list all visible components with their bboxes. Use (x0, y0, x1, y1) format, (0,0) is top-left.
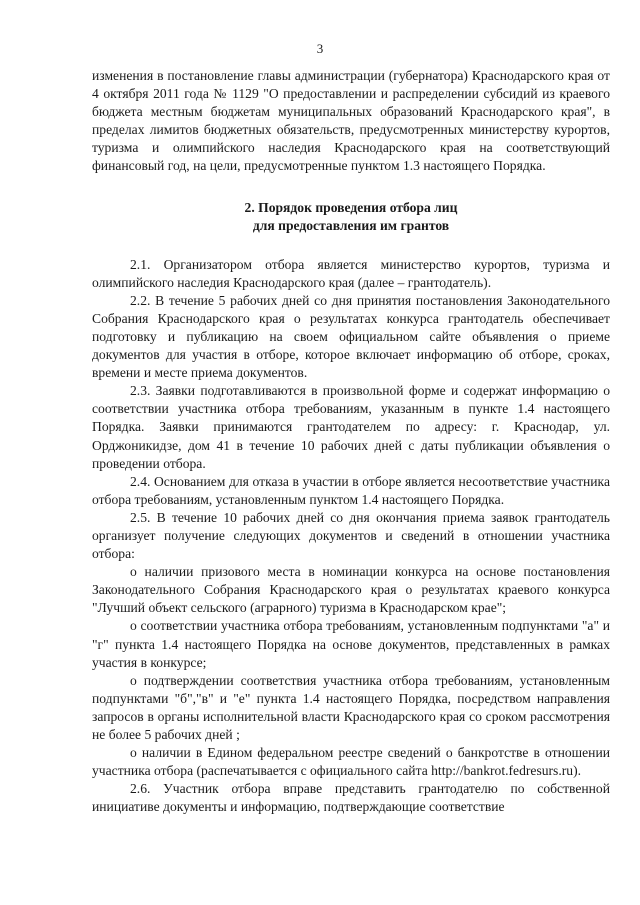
paragraph-2-5: 2.5. В течение 10 рабочих дней со дня окончания приема заявок грантодатель организует получение следующих документов и сведений в отношении участника отбора: (92, 509, 610, 562)
list-item-bankruptcy-registry: о наличии в Едином федеральном реестре сведений о банкротстве в отношении участника отбора (распечатывается с официального сайта http://bankrot.fedresurs.ru). (92, 745, 610, 779)
section-heading-line-1: 2. Порядок проведения отбора лиц (244, 199, 458, 215)
intro-paragraph: изменения в постановление главы администрации (губернатора) Краснодарского края от 4 октября 2011 года № 1129 "О предоставлении и распределении субсидий из краевого бюджета местным бюджетам муниципальных образований Краснодарского края", в пределах лимитов бюджетных обязательств, предусмотренных министерству курортов, туризма и олимпийского наследия Краснодарского края на соответствующий финансовый год, на цели, предусмотренные пунктом 1.3 настоящего Порядка. (92, 68, 610, 174)
section-heading-line-2: для предоставления им грантов (252, 218, 450, 234)
list-item-requirements-a-g: о соответствии участника отбора требованиям, установленным подпунктами "а" и "г" пункта 1.4 настоящего Порядка на основе документов, представленных в рамках участия в конкурсе; (92, 618, 610, 670)
paragraph-2-6: 2.6. Участник отбора вправе представить грантодателю по собственной инициативе документы и информацию, подтверждающие соответствие (92, 781, 610, 815)
paragraph-2-3: 2.3. Заявки подготавливаются в произвольной форме и содержат информацию о соответствии участника отбора требованиям, указанным в пункте 1.4 настоящего Порядка. Заявки принимаются грантодателем по адресу: г. Краснодар, ул. Орджоникидзе, дом 41 в течение 10 рабочих дней с даты публикации объявления о проведении отбора. (92, 383, 610, 471)
paragraph-2-2: 2.2. В течение 5 рабочих дней со дня принятия постановления Законодательного Собрания Краснодарского края о результатах конкурса грантодатель обеспечивает подготовку и публикацию на своем официальном сайте объявления о приеме документов для участия в отборе, которое включает информацию об отборе, сроках, времени и месте приема документов. (92, 292, 610, 381)
page-number: 3 (316, 41, 324, 56)
list-item-prize-place: о наличии призового места в номинации конкурса на основе постановления Законодательного Собрания Краснодарского края о результатах краевого конкурса "Лучший объект сельского (аграрного) туризма в Краснодарском крае"; (92, 564, 610, 616)
section-heading (92, 199, 610, 236)
paragraph-2-1: 2.1. Организатором отбора является министерство курортов, туризма и олимпийского наследия Краснодарского края (далее – грантодатель). (92, 256, 610, 290)
list-item-requirements-b-v-e: о подтверждении соответствия участника отбора требованиям, установленным подпунктами "б","в" и "е" пункта 1.4 настоящего Порядка, посредством направления запросов в органы исполнительной власти Краснодарского края со сроком рассмотрения не более 5 рабочих дней ; (92, 672, 610, 742)
document-body (92, 67, 610, 816)
paragraph-2-4: 2.4. Основанием для отказа в участии в отборе является несоответствие участника отбора требованиям, установленным пунктом 1.4 настоящего Порядка. (92, 473, 610, 507)
